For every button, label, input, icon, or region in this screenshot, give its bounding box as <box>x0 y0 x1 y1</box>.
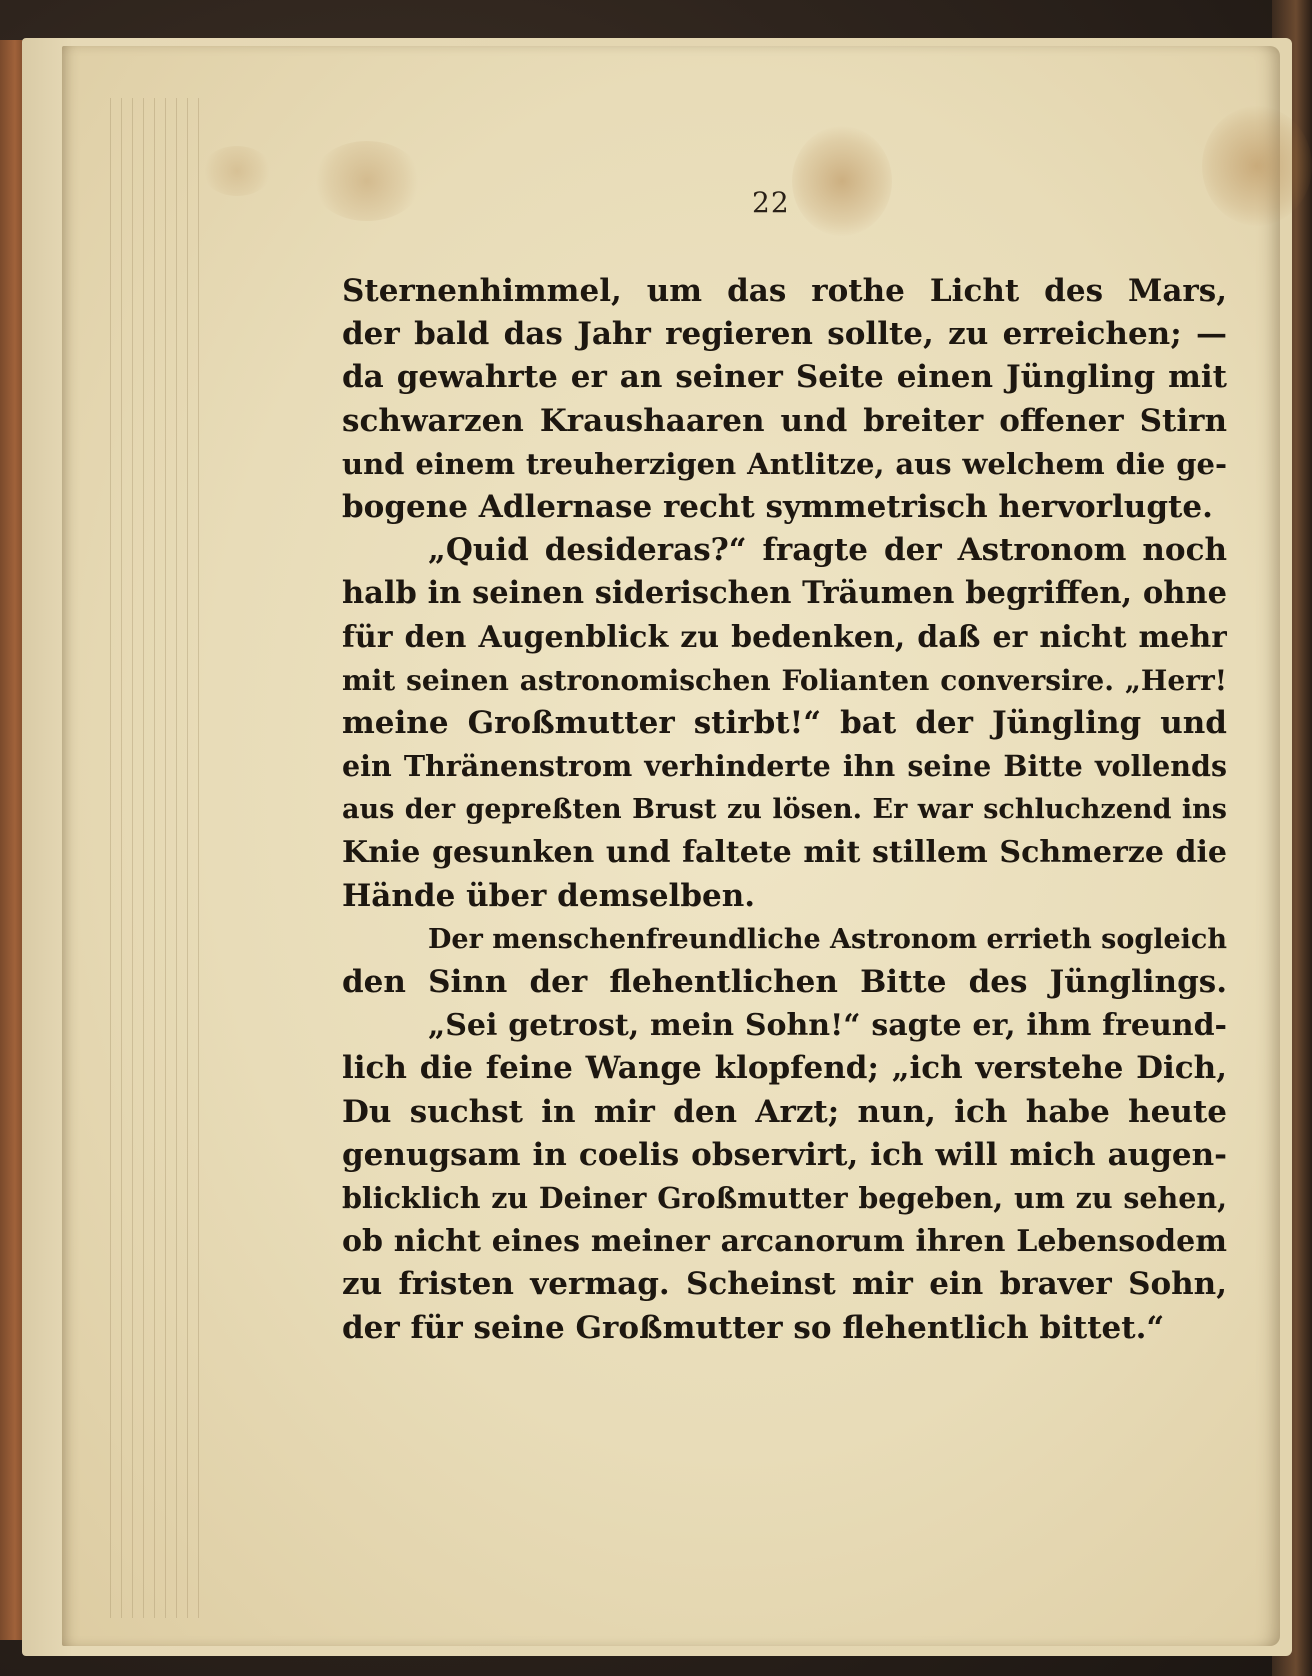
foxing-stain <box>312 141 422 221</box>
body-text <box>342 270 1227 1350</box>
text-line: blicklich zu Deiner Großmutter begeben, um zu sehen, <box>342 1180 1227 1215</box>
text-line: Der menschenfreundliche Astronom errieth sogleich <box>428 923 1227 955</box>
page-number: 22 <box>752 186 790 219</box>
foxing-stain <box>202 146 272 196</box>
text-line: den Sinn der flehentlichen Bitte des Jünglings. <box>342 964 1227 1000</box>
text-line: der bald das Jahr regieren sollte, zu erreichen; — <box>342 316 1227 353</box>
page-edges <box>110 98 200 1618</box>
text-line: für den Augenblick zu bedenken, daß er nicht mehr <box>342 619 1227 655</box>
text-line: mit seinen astronomischen Folianten conversire. „Herr! <box>342 663 1227 697</box>
text-line: halb in seinen siderischen Träumen begriffen, ohne <box>342 575 1227 612</box>
text-line: ein Thränenstrom verhinderte ihn seine Bitte vollends <box>342 749 1227 784</box>
text-line: und einem treuherzigen Antlitze, aus welchem die ge- <box>342 446 1227 481</box>
text-line: meine Großmutter stirbt!“ bat der Jüngling und <box>342 704 1227 741</box>
text-line: Hände über demselben. <box>342 877 756 914</box>
text-line: ob nicht eines meiner arcanorum ihren Lebensodem <box>342 1224 1227 1260</box>
text-line: bogene Adlernase recht symmetrisch hervorlugte. <box>342 488 1213 525</box>
text-line: „Sei getrost, mein Sohn!“ sagte er, ihm freund- <box>428 1008 1227 1044</box>
foxing-stain <box>792 126 892 236</box>
text-line: „Quid desideras?“ fragte der Astronom noch <box>428 532 1227 569</box>
text-line: der für seine Großmutter so flehentlich bittet.“ <box>342 1309 1165 1346</box>
text-line: lich die feine Wange klopfend; „ich verstehe Dich, <box>342 1050 1227 1087</box>
text-line: zu fristen vermag. Scheinst mir ein braver Sohn, <box>342 1266 1227 1303</box>
text-line: genugsam in coelis observirt, ich will mich augen- <box>342 1136 1227 1173</box>
foxing-stain <box>1202 106 1312 226</box>
text-line: Knie gesunken und faltete mit stillem Schmerze die <box>342 835 1227 871</box>
text-line: Du suchst in mir den Arzt; nun, ich habe heute <box>342 1093 1227 1130</box>
text-line: da gewahrte er an seiner Seite einen Jüngling mit <box>342 359 1227 396</box>
text-line: Sternenhimmel, um das rothe Licht des Mars, <box>342 273 1227 309</box>
text-line: aus der gepreßten Brust zu lösen. Er war schluchzend ins <box>342 794 1227 826</box>
text-line: schwarzen Kraushaaren und breiter offener Stirn <box>342 402 1227 439</box>
